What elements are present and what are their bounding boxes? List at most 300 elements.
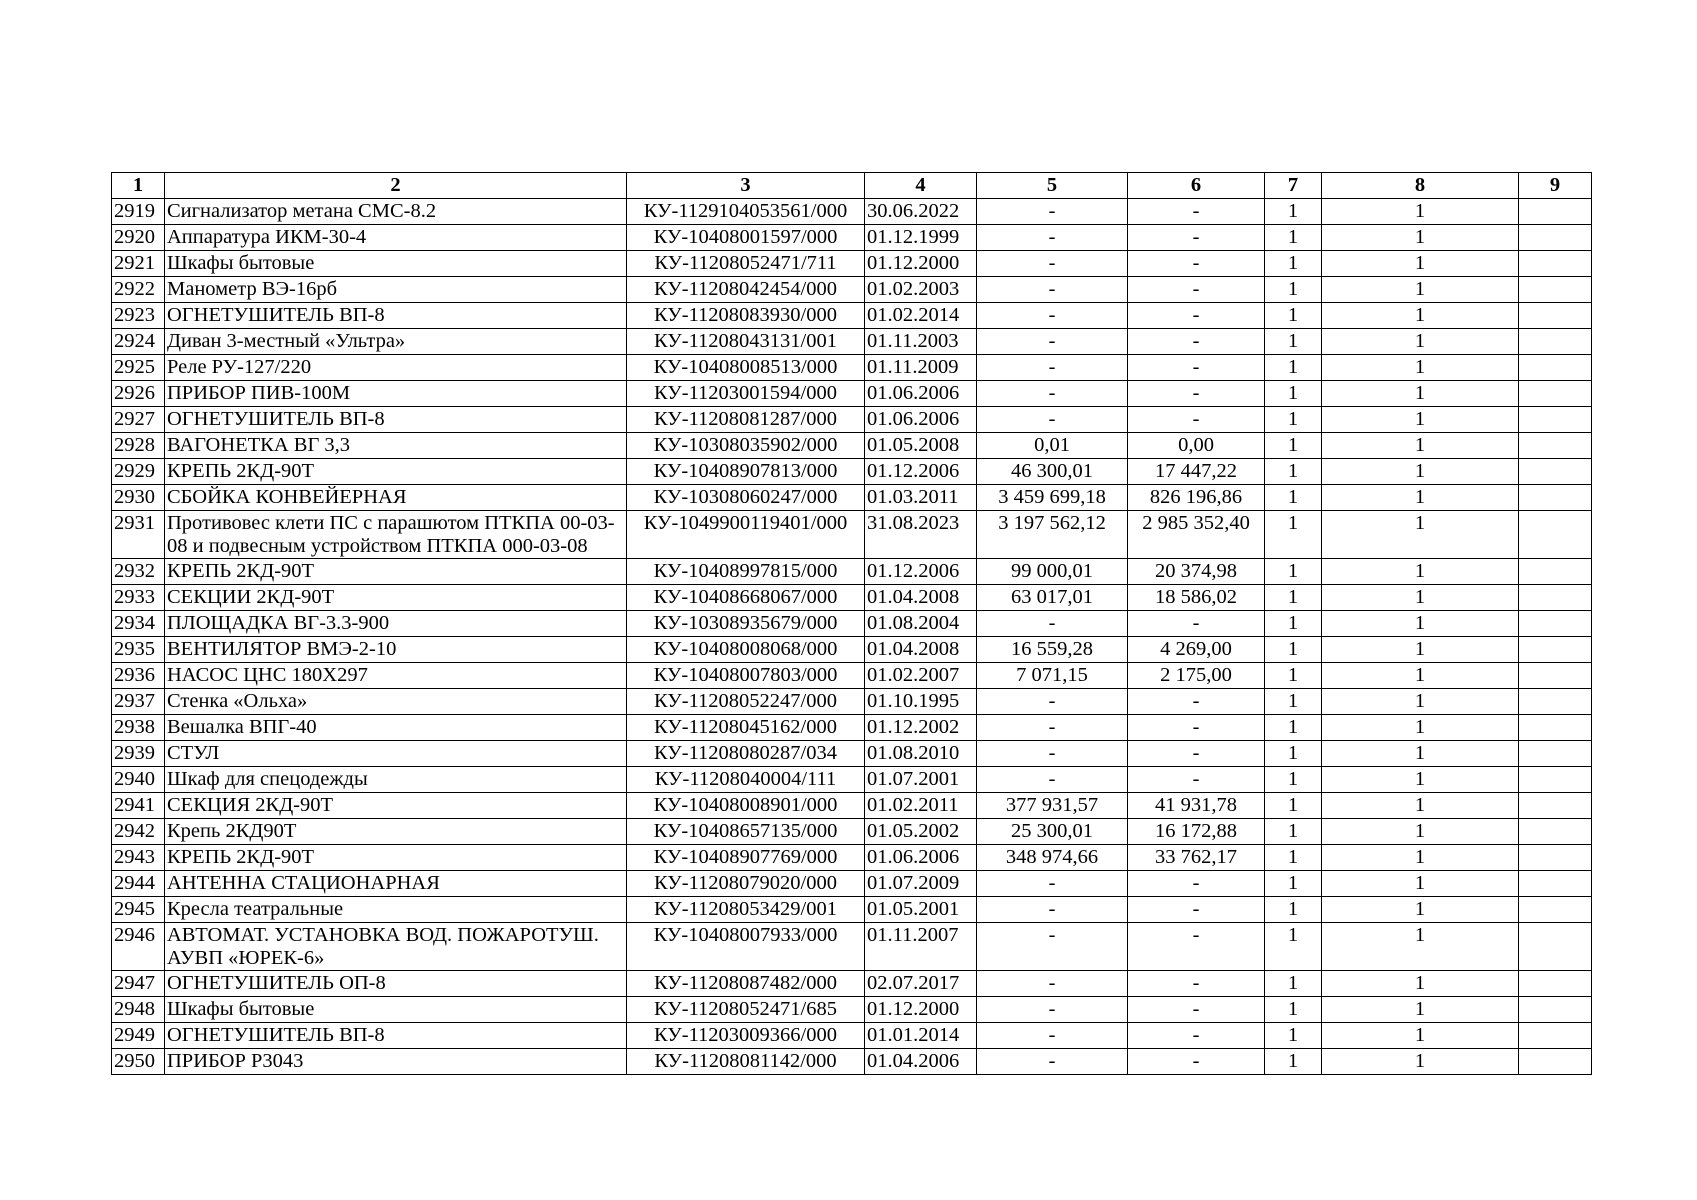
item-name-cell: КРЕПЬ 2КД-90Т — [165, 459, 627, 485]
note-cell — [1519, 793, 1592, 819]
residual-cost-cell: - — [1128, 225, 1265, 251]
initial-cost-cell: 377 931,57 — [977, 793, 1128, 819]
table-row — [112, 485, 1592, 511]
note-cell — [1519, 897, 1592, 923]
count-cell: 1 — [1322, 923, 1519, 971]
quantity-cell: 1 — [1265, 819, 1322, 845]
initial-cost-cell: - — [977, 1023, 1128, 1049]
quantity-cell: 1 — [1265, 485, 1322, 511]
residual-cost-cell: - — [1128, 689, 1265, 715]
inventory-code-cell: КУ-11208081142/000 — [627, 1049, 865, 1075]
row-number-cell: 2944 — [112, 871, 165, 897]
note-cell — [1519, 329, 1592, 355]
inventory-code-cell: КУ-11208052471/685 — [627, 997, 865, 1023]
residual-cost-cell: 17 447,22 — [1128, 459, 1265, 485]
column-header: 1 — [112, 173, 165, 199]
count-cell: 1 — [1322, 485, 1519, 511]
header-row — [112, 173, 1592, 199]
date-cell: 01.12.2006 — [865, 459, 977, 485]
initial-cost-cell: 3 459 699,18 — [977, 485, 1128, 511]
residual-cost-cell: 16 172,88 — [1128, 819, 1265, 845]
residual-cost-cell: - — [1128, 971, 1265, 997]
table-row — [112, 251, 1592, 277]
residual-cost-cell: 20 374,98 — [1128, 559, 1265, 585]
note-cell — [1519, 845, 1592, 871]
initial-cost-cell: - — [977, 715, 1128, 741]
note-cell — [1519, 485, 1592, 511]
date-cell: 01.12.2000 — [865, 997, 977, 1023]
quantity-cell: 1 — [1265, 459, 1322, 485]
row-number-cell: 2924 — [112, 329, 165, 355]
inventory-code-cell: КУ-10408008513/000 — [627, 355, 865, 381]
count-cell: 1 — [1322, 845, 1519, 871]
residual-cost-cell: 0,00 — [1128, 433, 1265, 459]
count-cell: 1 — [1322, 585, 1519, 611]
row-number-cell: 2940 — [112, 767, 165, 793]
table-row — [112, 381, 1592, 407]
count-cell: 1 — [1322, 559, 1519, 585]
table-row — [112, 277, 1592, 303]
column-header: 2 — [165, 173, 627, 199]
item-name-cell: ОГНЕТУШИТЕЛЬ ВП-8 — [165, 407, 627, 433]
inventory-code-cell: КУ-10408008068/000 — [627, 637, 865, 663]
column-header: 9 — [1519, 173, 1592, 199]
date-cell: 01.05.2002 — [865, 819, 977, 845]
initial-cost-cell: 348 974,66 — [977, 845, 1128, 871]
note-cell — [1519, 767, 1592, 793]
date-cell: 01.06.2006 — [865, 381, 977, 407]
row-number-cell: 2928 — [112, 433, 165, 459]
quantity-cell: 1 — [1265, 871, 1322, 897]
inventory-code-cell: КУ-11208040004/111 — [627, 767, 865, 793]
inventory-code-cell: КУ-10408668067/000 — [627, 585, 865, 611]
inventory-code-cell: КУ-1129104053561/000 — [627, 199, 865, 225]
item-name-cell: НАСОС ЦНС 180Х297 — [165, 663, 627, 689]
count-cell: 1 — [1322, 433, 1519, 459]
quantity-cell: 1 — [1265, 585, 1322, 611]
residual-cost-cell: - — [1128, 277, 1265, 303]
row-number-cell: 2947 — [112, 971, 165, 997]
quantity-cell: 1 — [1265, 767, 1322, 793]
initial-cost-cell: 25 300,01 — [977, 819, 1128, 845]
initial-cost-cell: 7 071,15 — [977, 663, 1128, 689]
quantity-cell: 1 — [1265, 845, 1322, 871]
inventory-code-cell: КУ-11208053429/001 — [627, 897, 865, 923]
residual-cost-cell: 4 269,00 — [1128, 637, 1265, 663]
inventory-code-cell: КУ-10408907813/000 — [627, 459, 865, 485]
quantity-cell: 1 — [1265, 277, 1322, 303]
item-name-cell: КРЕПЬ 2КД-90Т — [165, 845, 627, 871]
quantity-cell: 1 — [1265, 251, 1322, 277]
table-row — [112, 611, 1592, 637]
note-cell — [1519, 689, 1592, 715]
row-number-cell: 2920 — [112, 225, 165, 251]
residual-cost-cell: - — [1128, 381, 1265, 407]
residual-cost-cell: 41 931,78 — [1128, 793, 1265, 819]
date-cell: 01.11.2003 — [865, 329, 977, 355]
date-cell: 31.08.2023 — [865, 511, 977, 559]
item-name-cell: СТУЛ — [165, 741, 627, 767]
inventory-code-cell: КУ-10308060247/000 — [627, 485, 865, 511]
quantity-cell: 1 — [1265, 611, 1322, 637]
note-cell — [1519, 225, 1592, 251]
initial-cost-cell: - — [977, 1049, 1128, 1075]
residual-cost-cell: - — [1128, 897, 1265, 923]
count-cell: 1 — [1322, 663, 1519, 689]
count-cell: 1 — [1322, 1049, 1519, 1075]
item-name-cell: КРЕПЬ 2КД-90Т — [165, 559, 627, 585]
table-row — [112, 793, 1592, 819]
row-number-cell: 2949 — [112, 1023, 165, 1049]
note-cell — [1519, 997, 1592, 1023]
item-name-cell: СЕКЦИИ 2КД-90Т — [165, 585, 627, 611]
quantity-cell: 1 — [1265, 997, 1322, 1023]
date-cell: 01.08.2004 — [865, 611, 977, 637]
date-cell: 01.05.2001 — [865, 897, 977, 923]
date-cell: 01.12.2002 — [865, 715, 977, 741]
initial-cost-cell: 0,01 — [977, 433, 1128, 459]
inventory-code-cell: КУ-10308035902/000 — [627, 433, 865, 459]
quantity-cell: 1 — [1265, 329, 1322, 355]
table-row — [112, 459, 1592, 485]
table-row — [112, 741, 1592, 767]
date-cell: 01.02.2003 — [865, 277, 977, 303]
count-cell: 1 — [1322, 1023, 1519, 1049]
inventory-code-cell: КУ-10408007803/000 — [627, 663, 865, 689]
row-number-cell: 2922 — [112, 277, 165, 303]
initial-cost-cell: - — [977, 741, 1128, 767]
note-cell — [1519, 637, 1592, 663]
count-cell: 1 — [1322, 767, 1519, 793]
quantity-cell: 1 — [1265, 793, 1322, 819]
item-name-cell: Реле РУ-127/220 — [165, 355, 627, 381]
initial-cost-cell: 63 017,01 — [977, 585, 1128, 611]
table-row — [112, 199, 1592, 225]
count-cell: 1 — [1322, 611, 1519, 637]
table-body — [112, 199, 1592, 1075]
row-number-cell: 2939 — [112, 741, 165, 767]
row-number-cell: 2937 — [112, 689, 165, 715]
table-row — [112, 329, 1592, 355]
residual-cost-cell: - — [1128, 997, 1265, 1023]
note-cell — [1519, 511, 1592, 559]
date-cell: 01.11.2009 — [865, 355, 977, 381]
inventory-code-cell: КУ-11208080287/034 — [627, 741, 865, 767]
initial-cost-cell: - — [977, 407, 1128, 433]
row-number-cell: 2933 — [112, 585, 165, 611]
note-cell — [1519, 199, 1592, 225]
count-cell: 1 — [1322, 871, 1519, 897]
residual-cost-cell: 18 586,02 — [1128, 585, 1265, 611]
row-number-cell: 2930 — [112, 485, 165, 511]
date-cell: 01.11.2007 — [865, 923, 977, 971]
initial-cost-cell: 46 300,01 — [977, 459, 1128, 485]
initial-cost-cell: - — [977, 871, 1128, 897]
quantity-cell: 1 — [1265, 897, 1322, 923]
count-cell: 1 — [1322, 897, 1519, 923]
table-row — [112, 897, 1592, 923]
quantity-cell: 1 — [1265, 663, 1322, 689]
quantity-cell: 1 — [1265, 407, 1322, 433]
inventory-code-cell: КУ-11208081287/000 — [627, 407, 865, 433]
row-number-cell: 2931 — [112, 511, 165, 559]
inventory-code-cell: КУ-11208079020/000 — [627, 871, 865, 897]
count-cell: 1 — [1322, 251, 1519, 277]
inventory-code-cell: КУ-11203009366/000 — [627, 1023, 865, 1049]
quantity-cell: 1 — [1265, 303, 1322, 329]
date-cell: 01.02.2007 — [865, 663, 977, 689]
table-row — [112, 871, 1592, 897]
initial-cost-cell: - — [977, 329, 1128, 355]
residual-cost-cell: 33 762,17 — [1128, 845, 1265, 871]
residual-cost-cell: - — [1128, 355, 1265, 381]
quantity-cell: 1 — [1265, 511, 1322, 559]
residual-cost-cell: - — [1128, 923, 1265, 971]
count-cell: 1 — [1322, 355, 1519, 381]
note-cell — [1519, 871, 1592, 897]
note-cell — [1519, 1049, 1592, 1075]
inventory-code-cell: КУ-10408657135/000 — [627, 819, 865, 845]
count-cell: 1 — [1322, 381, 1519, 407]
date-cell: 01.04.2006 — [865, 1049, 977, 1075]
date-cell: 01.02.2014 — [865, 303, 977, 329]
table-row — [112, 1049, 1592, 1075]
note-cell — [1519, 923, 1592, 971]
table-row — [112, 559, 1592, 585]
quantity-cell: 1 — [1265, 225, 1322, 251]
quantity-cell: 1 — [1265, 637, 1322, 663]
item-name-cell: Сигнализатор метана СМС-8.2 — [165, 199, 627, 225]
row-number-cell: 2921 — [112, 251, 165, 277]
residual-cost-cell: - — [1128, 715, 1265, 741]
table-row — [112, 407, 1592, 433]
item-name-cell: Вешалка ВПГ-40 — [165, 715, 627, 741]
item-name-cell: ОГНЕТУШИТЕЛЬ ВП-8 — [165, 1023, 627, 1049]
inventory-code-cell: КУ-10408997815/000 — [627, 559, 865, 585]
inventory-code-cell: КУ-11208052247/000 — [627, 689, 865, 715]
table-row — [112, 767, 1592, 793]
note-cell — [1519, 559, 1592, 585]
column-header: 7 — [1265, 173, 1322, 199]
inventory-code-cell: КУ-11208083930/000 — [627, 303, 865, 329]
residual-cost-cell: - — [1128, 329, 1265, 355]
date-cell: 30.06.2022 — [865, 199, 977, 225]
table-row — [112, 819, 1592, 845]
item-name-cell: ВАГОНЕТКА ВГ 3,3 — [165, 433, 627, 459]
inventory-code-cell: КУ-11208042454/000 — [627, 277, 865, 303]
date-cell: 01.08.2010 — [865, 741, 977, 767]
row-number-cell: 2935 — [112, 637, 165, 663]
date-cell: 01.03.2011 — [865, 485, 977, 511]
item-name-cell: СЕКЦИЯ 2КД-90Т — [165, 793, 627, 819]
table-row — [112, 689, 1592, 715]
initial-cost-cell: - — [977, 277, 1128, 303]
note-cell — [1519, 971, 1592, 997]
count-cell: 1 — [1322, 303, 1519, 329]
count-cell: 1 — [1322, 715, 1519, 741]
inventory-table — [111, 172, 1592, 1075]
initial-cost-cell: - — [977, 689, 1128, 715]
initial-cost-cell: 99 000,01 — [977, 559, 1128, 585]
note-cell — [1519, 251, 1592, 277]
date-cell: 01.02.2011 — [865, 793, 977, 819]
table-row — [112, 585, 1592, 611]
count-cell: 1 — [1322, 819, 1519, 845]
residual-cost-cell: - — [1128, 251, 1265, 277]
quantity-cell: 1 — [1265, 355, 1322, 381]
residual-cost-cell: 826 196,86 — [1128, 485, 1265, 511]
table-row — [112, 1023, 1592, 1049]
row-number-cell: 2942 — [112, 819, 165, 845]
item-name-cell: Стенка «Ольха» — [165, 689, 627, 715]
date-cell: 01.12.2000 — [865, 251, 977, 277]
note-cell — [1519, 715, 1592, 741]
table-row — [112, 303, 1592, 329]
date-cell: 01.04.2008 — [865, 585, 977, 611]
initial-cost-cell: - — [977, 381, 1128, 407]
inventory-code-cell: КУ-10408007933/000 — [627, 923, 865, 971]
note-cell — [1519, 277, 1592, 303]
count-cell: 1 — [1322, 277, 1519, 303]
column-header: 4 — [865, 173, 977, 199]
table-row — [112, 971, 1592, 997]
inventory-code-cell: КУ-10308935679/000 — [627, 611, 865, 637]
note-cell — [1519, 355, 1592, 381]
row-number-cell: 2929 — [112, 459, 165, 485]
initial-cost-cell: - — [977, 199, 1128, 225]
note-cell — [1519, 819, 1592, 845]
count-cell: 1 — [1322, 459, 1519, 485]
item-name-cell: Шкафы бытовые — [165, 251, 627, 277]
residual-cost-cell: - — [1128, 303, 1265, 329]
date-cell: 01.07.2009 — [865, 871, 977, 897]
residual-cost-cell: - — [1128, 199, 1265, 225]
initial-cost-cell: 16 559,28 — [977, 637, 1128, 663]
table-row — [112, 923, 1592, 971]
residual-cost-cell: - — [1128, 741, 1265, 767]
note-cell — [1519, 663, 1592, 689]
residual-cost-cell: - — [1128, 407, 1265, 433]
table-row — [112, 637, 1592, 663]
residual-cost-cell: 2 175,00 — [1128, 663, 1265, 689]
table-row — [112, 663, 1592, 689]
date-cell: 01.12.1999 — [865, 225, 977, 251]
inventory-code-cell: КУ-11208052471/711 — [627, 251, 865, 277]
table-row — [112, 997, 1592, 1023]
date-cell: 01.05.2008 — [865, 433, 977, 459]
table-row — [112, 845, 1592, 871]
quantity-cell: 1 — [1265, 689, 1322, 715]
note-cell — [1519, 407, 1592, 433]
initial-cost-cell: - — [977, 251, 1128, 277]
initial-cost-cell: - — [977, 923, 1128, 971]
residual-cost-cell: - — [1128, 767, 1265, 793]
item-name-cell: Противовес клети ПС с парашютом ПТКПА 00-03-08 и подвесным устройством ПТКПА 000-03-08 — [165, 511, 627, 559]
date-cell: 01.12.2006 — [865, 559, 977, 585]
row-number-cell: 2938 — [112, 715, 165, 741]
date-cell: 01.06.2006 — [865, 407, 977, 433]
row-number-cell: 2934 — [112, 611, 165, 637]
row-number-cell: 2936 — [112, 663, 165, 689]
quantity-cell: 1 — [1265, 923, 1322, 971]
table-row — [112, 511, 1592, 559]
quantity-cell: 1 — [1265, 971, 1322, 997]
item-name-cell: ПРИБОР ПИВ-100М — [165, 381, 627, 407]
row-number-cell: 2932 — [112, 559, 165, 585]
count-cell: 1 — [1322, 199, 1519, 225]
column-header: 6 — [1128, 173, 1265, 199]
item-name-cell: ПРИБОР Р3043 — [165, 1049, 627, 1075]
note-cell — [1519, 303, 1592, 329]
note-cell — [1519, 741, 1592, 767]
column-header: 8 — [1322, 173, 1519, 199]
date-cell: 01.06.2006 — [865, 845, 977, 871]
item-name-cell: ОГНЕТУШИТЕЛЬ ОП-8 — [165, 971, 627, 997]
note-cell — [1519, 459, 1592, 485]
quantity-cell: 1 — [1265, 559, 1322, 585]
inventory-code-cell: КУ-10408008901/000 — [627, 793, 865, 819]
item-name-cell: Кресла театральные — [165, 897, 627, 923]
item-name-cell: АНТЕННА СТАЦИОНАРНАЯ — [165, 871, 627, 897]
residual-cost-cell: 2 985 352,40 — [1128, 511, 1265, 559]
row-number-cell: 2948 — [112, 997, 165, 1023]
item-name-cell: Манометр ВЭ-16рб — [165, 277, 627, 303]
note-cell — [1519, 611, 1592, 637]
count-cell: 1 — [1322, 329, 1519, 355]
initial-cost-cell: - — [977, 971, 1128, 997]
count-cell: 1 — [1322, 225, 1519, 251]
quantity-cell: 1 — [1265, 1023, 1322, 1049]
row-number-cell: 2941 — [112, 793, 165, 819]
quantity-cell: 1 — [1265, 381, 1322, 407]
quantity-cell: 1 — [1265, 1049, 1322, 1075]
item-name-cell: Аппаратура ИКМ-30-4 — [165, 225, 627, 251]
note-cell — [1519, 585, 1592, 611]
inventory-code-cell: КУ-10408001597/000 — [627, 225, 865, 251]
initial-cost-cell: - — [977, 225, 1128, 251]
note-cell — [1519, 433, 1592, 459]
item-name-cell: Шкафы бытовые — [165, 997, 627, 1023]
column-header: 5 — [977, 173, 1128, 199]
table-row — [112, 355, 1592, 381]
initial-cost-cell: - — [977, 355, 1128, 381]
item-name-cell: ПЛОЩАДКА ВГ-3.3-900 — [165, 611, 627, 637]
inventory-code-cell: КУ-11208087482/000 — [627, 971, 865, 997]
initial-cost-cell: - — [977, 611, 1128, 637]
row-number-cell: 2945 — [112, 897, 165, 923]
count-cell: 1 — [1322, 637, 1519, 663]
quantity-cell: 1 — [1265, 715, 1322, 741]
inventory-code-cell: КУ-11208045162/000 — [627, 715, 865, 741]
initial-cost-cell: - — [977, 997, 1128, 1023]
item-name-cell: ОГНЕТУШИТЕЛЬ ВП-8 — [165, 303, 627, 329]
note-cell — [1519, 1023, 1592, 1049]
row-number-cell: 2926 — [112, 381, 165, 407]
item-name-cell: Шкаф для спецодежды — [165, 767, 627, 793]
date-cell: 02.07.2017 — [865, 971, 977, 997]
initial-cost-cell: 3 197 562,12 — [977, 511, 1128, 559]
count-cell: 1 — [1322, 741, 1519, 767]
date-cell: 01.01.2014 — [865, 1023, 977, 1049]
row-number-cell: 2946 — [112, 923, 165, 971]
count-cell: 1 — [1322, 971, 1519, 997]
inventory-code-cell: КУ-10408907769/000 — [627, 845, 865, 871]
residual-cost-cell: - — [1128, 871, 1265, 897]
date-cell: 01.07.2001 — [865, 767, 977, 793]
row-number-cell: 2919 — [112, 199, 165, 225]
count-cell: 1 — [1322, 689, 1519, 715]
row-number-cell: 2923 — [112, 303, 165, 329]
